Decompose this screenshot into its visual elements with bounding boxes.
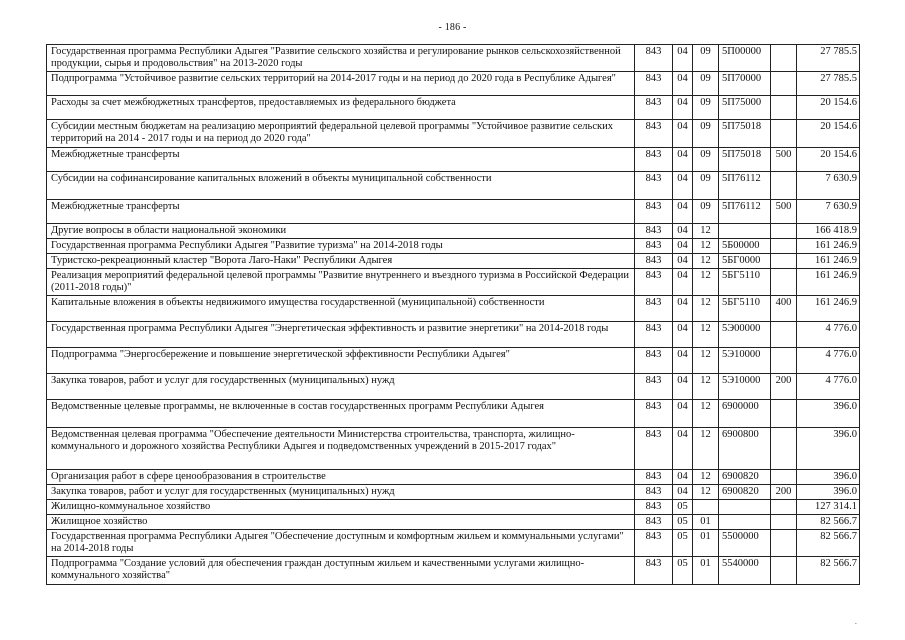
table-row — [47, 485, 860, 500]
row-csr: 5Э00000 — [719, 322, 771, 348]
row-ved: 843 — [635, 428, 673, 470]
row-vr — [771, 428, 797, 470]
table-row — [47, 72, 860, 96]
row-ved: 843 — [635, 515, 673, 530]
row-rz: 04 — [673, 120, 693, 148]
row-csr — [719, 224, 771, 239]
table-row — [47, 254, 860, 269]
row-ved: 843 — [635, 254, 673, 269]
row-ved: 843 — [635, 530, 673, 557]
row-pr: 09 — [693, 72, 719, 96]
row-pr: 09 — [693, 96, 719, 120]
row-name: Государственная программа Республики Адыгея "Обеспечение доступным и комфортным жильем и коммунальными услугами" на 2014-2018 годы — [47, 530, 635, 557]
row-sum: 20 154.6 — [797, 96, 860, 120]
row-rz: 04 — [673, 322, 693, 348]
row-vr — [771, 400, 797, 428]
row-ved: 843 — [635, 470, 673, 485]
row-csr: 5П76112 — [719, 200, 771, 224]
row-pr: 12 — [693, 400, 719, 428]
row-rz: 04 — [673, 200, 693, 224]
row-csr: 5П75018 — [719, 120, 771, 148]
row-ved: 843 — [635, 120, 673, 148]
row-rz: 04 — [673, 428, 693, 470]
row-pr: 12 — [693, 470, 719, 485]
row-rz: 04 — [673, 296, 693, 322]
row-name: Субсидии на софинансирование капитальных вложений в объекты муниципальной собственности — [47, 172, 635, 200]
row-sum: 161 246.9 — [797, 254, 860, 269]
table-row — [47, 428, 860, 470]
row-rz: 04 — [673, 45, 693, 72]
row-vr: 200 — [771, 485, 797, 500]
row-ved: 843 — [635, 200, 673, 224]
row-rz: 05 — [673, 500, 693, 515]
row-ved: 843 — [635, 239, 673, 254]
row-vr — [771, 322, 797, 348]
row-name: Государственная программа Республики Адыгея "Энергетическая эффективность и развитие энергетики" на 2014-2018 годы — [47, 322, 635, 348]
table-row — [47, 470, 860, 485]
row-ved: 843 — [635, 296, 673, 322]
row-rz: 04 — [673, 96, 693, 120]
row-csr: 6900820 — [719, 470, 771, 485]
table-row — [47, 172, 860, 200]
row-name: Туристско-рекреационный кластер "Ворота Лаго-Наки" Республики Адыгея — [47, 254, 635, 269]
row-pr: 01 — [693, 515, 719, 530]
row-vr — [771, 45, 797, 72]
row-sum: 4 776.0 — [797, 322, 860, 348]
budget-table — [46, 44, 860, 585]
row-name: Субсидии местным бюджетам на реализацию мероприятий федеральной целевой программы "Устойчивое развитие сельских территорий на 2014 - 2017 годы и на период до 2020 года" — [47, 120, 635, 148]
table-row — [47, 515, 860, 530]
row-pr — [693, 500, 719, 515]
row-ved: 843 — [635, 400, 673, 428]
row-sum: 161 246.9 — [797, 239, 860, 254]
row-sum: 20 154.6 — [797, 148, 860, 172]
row-vr: 200 — [771, 374, 797, 400]
table-row — [47, 96, 860, 120]
row-rz: 04 — [673, 348, 693, 374]
row-vr — [771, 172, 797, 200]
row-name: Организация работ в сфере ценообразования в строительстве — [47, 470, 635, 485]
row-name: Межбюджетные трансферты — [47, 200, 635, 224]
row-pr: 01 — [693, 557, 719, 585]
row-pr: 12 — [693, 296, 719, 322]
row-ved: 843 — [635, 322, 673, 348]
row-sum: 161 246.9 — [797, 296, 860, 322]
row-name: Государственная программа Республики Адыгея "Развитие сельского хозяйства и регулирование рынков сельскохозяйственной продукции, сырья и продовольствия" на 2013-2020 годы — [47, 45, 635, 72]
row-pr: 09 — [693, 200, 719, 224]
row-vr — [771, 120, 797, 148]
row-sum: 127 314.1 — [797, 500, 860, 515]
table-row — [47, 530, 860, 557]
table-row — [47, 348, 860, 374]
row-pr: 12 — [693, 374, 719, 400]
table-row — [47, 148, 860, 172]
row-name: Ведомственная целевая программа "Обеспечение деятельности Министерства строительства, транспорта, жилищно-коммунального и дорожного хозяйства Республики Адыгея и подведомственных учреждений в 2015-2017 годах" — [47, 428, 635, 470]
row-name: Закупка товаров, работ и услуг для государственных (муниципальных) нужд — [47, 374, 635, 400]
row-pr: 12 — [693, 428, 719, 470]
row-sum: 27 785.5 — [797, 72, 860, 96]
row-sum: 396.0 — [797, 400, 860, 428]
row-pr: 01 — [693, 530, 719, 557]
row-ved: 843 — [635, 96, 673, 120]
row-csr: 6900820 — [719, 485, 771, 500]
row-rz: 04 — [673, 72, 693, 96]
row-csr: 5540000 — [719, 557, 771, 585]
corner-mark: . — [854, 616, 857, 626]
table-row — [47, 200, 860, 224]
row-name: Ведомственные целевые программы, не включенные в состав государственных программ Республики Адыгея — [47, 400, 635, 428]
table-row — [47, 45, 860, 72]
row-csr: 6900800 — [719, 428, 771, 470]
row-csr: 5П00000 — [719, 45, 771, 72]
row-name: Жилищно-коммунальное хозяйство — [47, 500, 635, 515]
page-number: - 186 - — [438, 22, 467, 33]
row-vr: 500 — [771, 148, 797, 172]
row-ved: 843 — [635, 45, 673, 72]
row-csr: 5БГ5110 — [719, 269, 771, 296]
row-vr — [771, 254, 797, 269]
row-name: Капитальные вложения в объекты недвижимого имущества государственной (муниципальной) собственности — [47, 296, 635, 322]
row-ved: 843 — [635, 148, 673, 172]
row-ved: 843 — [635, 269, 673, 296]
row-csr: 6900000 — [719, 400, 771, 428]
row-sum: 396.0 — [797, 428, 860, 470]
row-rz: 04 — [673, 239, 693, 254]
row-csr: 5Э10000 — [719, 374, 771, 400]
row-name: Другие вопросы в области национальной экономики — [47, 224, 635, 239]
row-pr: 12 — [693, 269, 719, 296]
row-pr: 09 — [693, 120, 719, 148]
row-csr: 5П76112 — [719, 172, 771, 200]
row-sum: 20 154.6 — [797, 120, 860, 148]
row-rz: 04 — [673, 269, 693, 296]
row-pr: 12 — [693, 322, 719, 348]
row-vr — [771, 72, 797, 96]
row-name: Закупка товаров, работ и услуг для государственных (муниципальных) нужд — [47, 485, 635, 500]
row-csr: 5П75018 — [719, 148, 771, 172]
row-ved: 843 — [635, 72, 673, 96]
row-sum: 396.0 — [797, 470, 860, 485]
row-sum: 161 246.9 — [797, 269, 860, 296]
row-csr: 5П70000 — [719, 72, 771, 96]
table-row — [47, 296, 860, 322]
row-name: Расходы за счет межбюджетных трансфертов, предоставляемых из федерального бюджета — [47, 96, 635, 120]
row-pr: 09 — [693, 45, 719, 72]
row-vr — [771, 96, 797, 120]
row-name: Подпрограмма "Энергосбережение и повышение энергетической эффективности Республики Адыгея" — [47, 348, 635, 374]
row-csr — [719, 500, 771, 515]
row-rz: 04 — [673, 254, 693, 269]
row-vr — [771, 239, 797, 254]
table-row — [47, 120, 860, 148]
row-rz: 04 — [673, 485, 693, 500]
row-csr: 5Э10000 — [719, 348, 771, 374]
row-rz: 05 — [673, 515, 693, 530]
row-vr — [771, 224, 797, 239]
row-ved: 843 — [635, 500, 673, 515]
row-pr: 12 — [693, 348, 719, 374]
row-vr: 400 — [771, 296, 797, 322]
table-row — [47, 374, 860, 400]
row-name: Жилищное хозяйство — [47, 515, 635, 530]
row-csr — [719, 515, 771, 530]
row-name: Государственная программа Республики Адыгея "Развитие туризма" на 2014-2018 годы — [47, 239, 635, 254]
table-row — [47, 400, 860, 428]
row-pr: 12 — [693, 485, 719, 500]
row-name: Реализация мероприятий федеральной целевой программы "Развитие внутреннего и въездного туризма в Российской Федерации (2011-2018 годы)" — [47, 269, 635, 296]
row-rz: 04 — [673, 400, 693, 428]
row-name: Межбюджетные трансферты — [47, 148, 635, 172]
row-sum: 4 776.0 — [797, 374, 860, 400]
row-ved: 843 — [635, 172, 673, 200]
table-row — [47, 557, 860, 585]
row-sum: 82 566.7 — [797, 530, 860, 557]
row-csr: 5Б00000 — [719, 239, 771, 254]
row-ved: 843 — [635, 485, 673, 500]
table-row — [47, 500, 860, 515]
row-vr — [771, 470, 797, 485]
row-rz: 04 — [673, 148, 693, 172]
row-csr: 5БГ5110 — [719, 296, 771, 322]
row-name: Подпрограмма "Устойчивое развитие сельских территорий на 2014-2017 годы и на период до 2020 года в Республике Адыгея" — [47, 72, 635, 96]
row-pr: 09 — [693, 172, 719, 200]
row-ved: 843 — [635, 557, 673, 585]
row-rz: 04 — [673, 224, 693, 239]
row-sum: 166 418.9 — [797, 224, 860, 239]
row-vr — [771, 348, 797, 374]
row-vr: 500 — [771, 200, 797, 224]
row-ved: 843 — [635, 374, 673, 400]
row-sum: 27 785.5 — [797, 45, 860, 72]
table-row — [47, 269, 860, 296]
row-rz: 05 — [673, 557, 693, 585]
row-rz: 05 — [673, 530, 693, 557]
row-sum: 82 566.7 — [797, 515, 860, 530]
row-pr: 09 — [693, 148, 719, 172]
row-name: Подпрограмма "Создание условий для обеспечения граждан доступным жильем и качественными услугами жилищно-коммунального хозяйства" — [47, 557, 635, 585]
row-vr — [771, 269, 797, 296]
row-rz: 04 — [673, 374, 693, 400]
table-row — [47, 322, 860, 348]
row-sum: 4 776.0 — [797, 348, 860, 374]
row-pr: 12 — [693, 224, 719, 239]
row-pr: 12 — [693, 254, 719, 269]
row-ved: 843 — [635, 224, 673, 239]
table-row — [47, 239, 860, 254]
row-pr: 12 — [693, 239, 719, 254]
row-sum: 7 630.9 — [797, 172, 860, 200]
row-rz: 04 — [673, 172, 693, 200]
row-csr: 5П75000 — [719, 96, 771, 120]
row-ved: 843 — [635, 348, 673, 374]
row-vr — [771, 500, 797, 515]
row-vr — [771, 530, 797, 557]
row-csr: 5500000 — [719, 530, 771, 557]
row-vr — [771, 557, 797, 585]
row-sum: 7 630.9 — [797, 200, 860, 224]
row-sum: 82 566.7 — [797, 557, 860, 585]
row-sum: 396.0 — [797, 485, 860, 500]
table-row — [47, 224, 860, 239]
row-vr — [771, 515, 797, 530]
row-csr: 5БГ0000 — [719, 254, 771, 269]
row-rz: 04 — [673, 470, 693, 485]
